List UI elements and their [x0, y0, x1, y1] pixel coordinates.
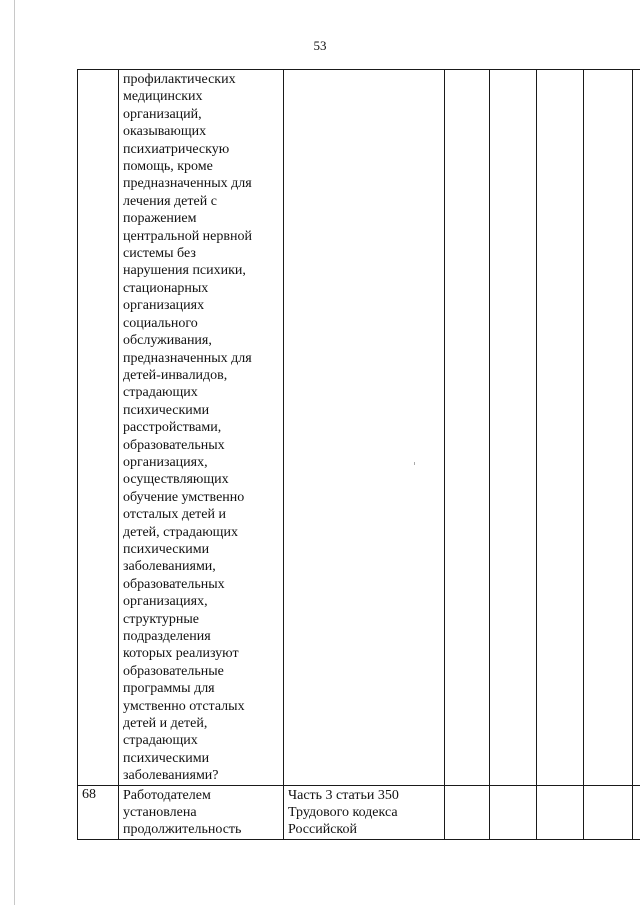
answer-no-cell: [490, 785, 537, 839]
legal-norm-text: Часть 3 статьи 350 Трудового кодекса Российской: [288, 787, 399, 838]
scan-edge-line: [14, 0, 15, 905]
answer-yes-cell: [445, 785, 490, 839]
table-row-68: [78, 785, 640, 839]
answer-yes-cell: [445, 70, 490, 786]
checklist-table: [77, 69, 640, 840]
answer-na-cell: [537, 785, 584, 839]
question-text: профилактических медицинских организаций, оказывающих психиатрическую помощь, кроме предназначенных для лечения детей с поражением центральной нервной системы без нарушения психики, стационарных организациях социального обслуживания, предназначенных для детей-инвалидов, страдающих психическими расстройствами, образовательных организациях, осуществляющих обучение умственно отсталых детей и детей, страдающих психическими заболеваниями, образовательных организациях, структурные подразделения которых реализуют образовательные программы для умственно отсталых детей и детей, страдающих психическими заболеваниями?: [123, 72, 252, 784]
answer-na-cell: [537, 70, 584, 786]
comment-cell: [633, 70, 640, 786]
legal-norm-cell: [284, 785, 445, 839]
scan-artifact: [414, 462, 415, 465]
table-row-continuation: [78, 70, 640, 786]
question-text: Работодателем установлена продолжительность: [123, 787, 242, 838]
answer-extra-cell: [584, 70, 633, 786]
row-number-cell: 68: [78, 785, 119, 839]
answer-extra-cell: [584, 785, 633, 839]
legal-norm-cell: [284, 70, 445, 786]
page-number: 53: [313, 38, 327, 53]
answer-no-cell: [490, 70, 537, 786]
row-number-cell: [78, 70, 119, 786]
comment-cell: [633, 785, 640, 839]
question-cell: [119, 70, 284, 786]
question-cell: [119, 785, 284, 839]
